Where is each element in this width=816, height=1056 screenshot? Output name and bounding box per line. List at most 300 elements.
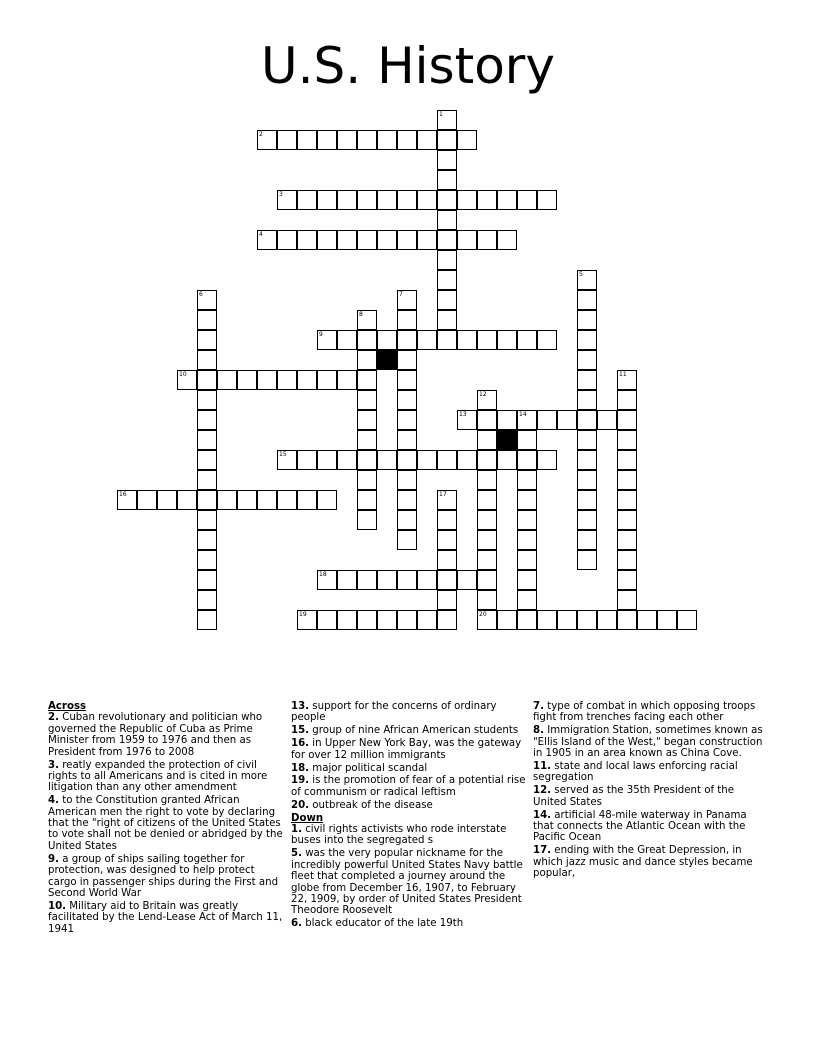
grid-cell[interactable] <box>517 510 537 530</box>
grid-cell[interactable] <box>437 310 457 330</box>
grid-cell[interactable] <box>497 410 517 430</box>
grid-cell[interactable] <box>577 490 597 510</box>
grid-cell[interactable] <box>437 590 457 610</box>
grid-cell[interactable] <box>417 330 437 350</box>
grid-cell[interactable] <box>277 450 297 470</box>
grid-clue-number: 3 <box>279 191 283 198</box>
grid-cell[interactable] <box>457 330 477 350</box>
grid-cell[interactable] <box>417 450 437 470</box>
grid-cell[interactable] <box>317 610 337 630</box>
grid-cell[interactable] <box>297 370 317 390</box>
grid-cell[interactable] <box>437 110 457 130</box>
grid-cell[interactable] <box>237 370 257 390</box>
clue-number: 13. <box>291 701 310 712</box>
grid-cell[interactable] <box>577 550 597 570</box>
grid-cell[interactable] <box>617 530 637 550</box>
grid-cell[interactable] <box>497 190 517 210</box>
grid-cell[interactable] <box>197 570 217 590</box>
grid-cell[interactable] <box>237 490 257 510</box>
grid-cell[interactable] <box>357 570 377 590</box>
grid-cell[interactable] <box>577 390 597 410</box>
grid-cell[interactable] <box>177 490 197 510</box>
clue-item <box>48 795 284 852</box>
grid-cell[interactable] <box>377 610 397 630</box>
grid-cell[interactable] <box>577 290 597 310</box>
grid-cell[interactable] <box>517 570 537 590</box>
grid-cell[interactable] <box>357 310 377 330</box>
grid-cell[interactable] <box>537 330 557 350</box>
clue-item <box>533 845 769 879</box>
grid-cell[interactable] <box>617 490 637 510</box>
grid-cell[interactable] <box>477 470 497 490</box>
clue-item <box>48 760 284 794</box>
grid-cell[interactable] <box>617 430 637 450</box>
grid-cell[interactable] <box>457 410 477 430</box>
grid-cell[interactable] <box>277 230 297 250</box>
clue-item <box>291 824 527 847</box>
grid-cell[interactable] <box>617 450 637 470</box>
clue-item <box>533 701 769 724</box>
grid-cell[interactable] <box>457 190 477 210</box>
clue-text: in Upper New York Bay, was the gateway for over 12 million immigrants <box>291 738 522 761</box>
grid-cell[interactable] <box>357 390 377 410</box>
grid-cell[interactable] <box>617 590 637 610</box>
grid-cell[interactable] <box>257 130 277 150</box>
grid-cell[interactable] <box>477 190 497 210</box>
clue-text: state and local laws enforcing racial segregation <box>533 761 738 784</box>
grid-cell[interactable] <box>357 490 377 510</box>
grid-cell[interactable] <box>577 530 597 550</box>
clue-text: is the promotion of fear of a potential rise of communism or radical leftism <box>291 775 526 798</box>
grid-cell[interactable] <box>497 330 517 350</box>
grid-clue-number: 15 <box>279 451 287 458</box>
grid-cell[interactable] <box>557 610 577 630</box>
clue-item <box>291 763 527 774</box>
grid-cell[interactable] <box>577 510 597 530</box>
grid-cell[interactable] <box>357 350 377 370</box>
grid-clue-number: 6 <box>199 291 203 298</box>
clues-column-3 <box>533 701 769 881</box>
grid-cell[interactable] <box>517 470 537 490</box>
grid-cell[interactable] <box>317 450 337 470</box>
grid-cell[interactable] <box>677 610 697 630</box>
clue-number: 2. <box>48 712 59 724</box>
grid-cell[interactable] <box>457 570 477 590</box>
grid-cell[interactable] <box>417 610 437 630</box>
grid-cell[interactable] <box>517 590 537 610</box>
grid-cell[interactable] <box>357 510 377 530</box>
grid-cell[interactable] <box>197 530 217 550</box>
clue-number: 5. <box>291 848 302 860</box>
grid-cell[interactable] <box>477 330 497 350</box>
grid-cell[interactable] <box>457 230 477 250</box>
clue-item <box>48 901 284 935</box>
grid-cell[interactable] <box>477 430 497 450</box>
clues-column-2 <box>291 701 527 931</box>
clue-number: 15. <box>291 725 310 737</box>
grid-cell[interactable] <box>297 130 317 150</box>
grid-cell[interactable] <box>397 430 417 450</box>
grid-cell[interactable] <box>357 430 377 450</box>
grid-cell[interactable] <box>477 410 497 430</box>
grid-clue-number: 17 <box>439 491 447 498</box>
grid-cell[interactable] <box>377 450 397 470</box>
grid-cell[interactable] <box>497 610 517 630</box>
clue-item <box>533 810 769 844</box>
grid-cell[interactable] <box>577 430 597 450</box>
grid-cell[interactable] <box>577 450 597 470</box>
grid-cell[interactable] <box>257 370 277 390</box>
grid-cell[interactable] <box>337 370 357 390</box>
across-clue-list-continued <box>291 701 527 811</box>
grid-cell[interactable] <box>377 230 397 250</box>
grid-cell[interactable] <box>437 170 457 190</box>
grid-clue-number: 9 <box>319 331 323 338</box>
grid-cell[interactable] <box>537 190 557 210</box>
grid-cell[interactable] <box>577 270 597 290</box>
grid-cell[interactable] <box>617 510 637 530</box>
grid-cell[interactable] <box>277 490 297 510</box>
grid-cell[interactable] <box>197 450 217 470</box>
grid-cell[interactable] <box>157 490 177 510</box>
grid-cell[interactable] <box>437 290 457 310</box>
clue-item <box>291 725 527 736</box>
grid-cell[interactable] <box>517 550 537 570</box>
grid-cell[interactable] <box>117 490 137 510</box>
grid-cell[interactable] <box>577 470 597 490</box>
clue-text: to the Constitution granted African American men the right to vote by declaring that the "right of citizens of the United States to vote shall not be denied or abridged by the United States <box>48 795 283 852</box>
grid-cell[interactable] <box>397 490 417 510</box>
grid-cell[interactable] <box>397 350 417 370</box>
grid-cell[interactable] <box>197 470 217 490</box>
clue-text: civil rights activists who rode interstate buses into the segregated s <box>291 824 507 847</box>
grid-cell[interactable] <box>557 410 577 430</box>
grid-clue-number: 14 <box>519 411 527 418</box>
clue-number: 6. <box>291 918 302 930</box>
clue-number: 9. <box>48 853 59 865</box>
grid-clue-number: 19 <box>299 611 307 618</box>
grid-cell[interactable] <box>357 410 377 430</box>
grid-cell[interactable] <box>197 430 217 450</box>
down-header: Down <box>291 812 324 824</box>
clue-text: outbreak of the disease <box>309 799 433 811</box>
clue-text: served as the 35th President of the United States <box>533 785 734 808</box>
grid-cell[interactable] <box>637 610 657 630</box>
grid-block <box>497 430 517 450</box>
down-clue-list-continued <box>533 701 769 880</box>
clue-item <box>291 918 527 929</box>
grid-cell[interactable] <box>657 610 677 630</box>
grid-cell[interactable] <box>357 450 377 470</box>
grid-cell[interactable] <box>497 450 517 470</box>
clue-item <box>48 712 284 758</box>
grid-cell[interactable] <box>197 330 217 350</box>
grid-cell[interactable] <box>477 530 497 550</box>
grid-cell[interactable] <box>257 230 277 250</box>
grid-cell[interactable] <box>517 330 537 350</box>
grid-cell[interactable] <box>577 350 597 370</box>
grid-cell[interactable] <box>197 550 217 570</box>
grid-cell[interactable] <box>337 330 357 350</box>
grid-cell[interactable] <box>397 510 417 530</box>
across-header: Across <box>48 701 87 712</box>
grid-cell[interactable] <box>517 490 537 510</box>
clue-text: reatly expanded the protection of civil rights to all Americans and is cited in more litigation than any other amendment <box>48 759 268 794</box>
grid-cell[interactable] <box>537 610 557 630</box>
grid-clue-number: 7 <box>399 291 403 298</box>
clue-item <box>291 775 527 798</box>
grid-cell[interactable] <box>197 290 217 310</box>
grid-clue-number: 20 <box>479 611 487 618</box>
clue-item <box>48 854 284 900</box>
grid-cell[interactable] <box>437 190 457 210</box>
grid-cell[interactable] <box>197 610 217 630</box>
grid-cell[interactable] <box>457 130 477 150</box>
clue-number: 4. <box>48 795 59 807</box>
grid-cell[interactable] <box>357 190 377 210</box>
grid-cell[interactable] <box>277 370 297 390</box>
grid-cell[interactable] <box>597 610 617 630</box>
across-clue-list <box>48 712 284 935</box>
grid-cell[interactable] <box>277 190 297 210</box>
grid-cell[interactable] <box>437 210 457 230</box>
grid-cell[interactable] <box>217 490 237 510</box>
grid-clue-number: 8 <box>359 311 363 318</box>
clue-number: 14. <box>533 809 552 821</box>
grid-cell[interactable] <box>337 450 357 470</box>
grid-block <box>377 350 397 370</box>
down-clue-list <box>291 824 527 930</box>
grid-clue-number: 12 <box>479 391 487 398</box>
grid-cell[interactable] <box>377 130 397 150</box>
grid-cell[interactable] <box>397 290 417 310</box>
grid-cell[interactable] <box>617 570 637 590</box>
clue-item <box>291 800 527 811</box>
grid-clue-number: 2 <box>259 131 263 138</box>
grid-cell[interactable] <box>357 470 377 490</box>
grid-cell[interactable] <box>337 610 357 630</box>
grid-cell[interactable] <box>477 610 497 630</box>
clue-item <box>533 761 769 784</box>
clue-number: 20. <box>291 799 310 811</box>
grid-cell[interactable] <box>437 270 457 290</box>
clue-number: 8. <box>533 725 544 737</box>
grid-cell[interactable] <box>357 610 377 630</box>
grid-cell[interactable] <box>477 490 497 510</box>
grid-cell[interactable] <box>197 590 217 610</box>
grid-clue-number: 16 <box>119 491 127 498</box>
clue-text: Cuban revolutionary and politician who governed the Republic of Cuba as Prime Minister from 1959 to 1976 and then as President from 1976 to 2008 <box>48 712 263 758</box>
grid-cell[interactable] <box>337 230 357 250</box>
grid-cell[interactable] <box>397 470 417 490</box>
clue-number: 12. <box>533 785 552 797</box>
clue-text: a group of ships sailing together for protection, was designed to help protect cargo in passenger ships during the First and Second World War <box>48 853 279 899</box>
grid-cell[interactable] <box>217 370 237 390</box>
grid-cell[interactable] <box>437 130 457 150</box>
grid-cell[interactable] <box>397 610 417 630</box>
grid-cell[interactable] <box>317 570 337 590</box>
clue-text: artificial 48-mile waterway in Panama that connects the Atlantic Ocean with the Pacific Ocean <box>533 809 747 844</box>
grid-cell[interactable] <box>317 370 337 390</box>
grid-clue-number: 4 <box>259 231 263 238</box>
clues-column-1 <box>48 701 284 937</box>
grid-cell[interactable] <box>197 390 217 410</box>
grid-cell[interactable] <box>397 530 417 550</box>
grid-cell[interactable] <box>437 510 457 530</box>
grid-cell[interactable] <box>297 610 317 630</box>
grid-cell[interactable] <box>477 450 497 470</box>
grid-cell[interactable] <box>337 570 357 590</box>
grid-cell[interactable] <box>437 550 457 570</box>
grid-cell[interactable] <box>577 370 597 390</box>
clue-number: 3. <box>48 759 59 771</box>
grid-cell[interactable] <box>357 370 377 390</box>
grid-cell[interactable] <box>377 330 397 350</box>
grid-cell[interactable] <box>517 610 537 630</box>
grid-cell[interactable] <box>617 610 637 630</box>
clue-text: ending with the Great Depression, in which jazz music and dance styles became popular, <box>533 845 753 880</box>
grid-cell[interactable] <box>297 450 317 470</box>
grid-cell[interactable] <box>177 370 197 390</box>
grid-cell[interactable] <box>437 230 457 250</box>
clue-item <box>533 785 769 808</box>
clue-text: black educator of the late 19th <box>301 918 464 930</box>
grid-cell[interactable] <box>317 130 337 150</box>
clue-text: Military aid to Britain was greatly facilitated by the Lend-Lease Act of March 11, 1941 <box>48 900 283 935</box>
grid-cell[interactable] <box>357 230 377 250</box>
grid-cell[interactable] <box>437 530 457 550</box>
grid-cell[interactable] <box>617 370 637 390</box>
grid-cell[interactable] <box>297 190 317 210</box>
grid-cell[interactable] <box>397 370 417 390</box>
clue-number: 10. <box>48 900 67 912</box>
grid-cell[interactable] <box>357 130 377 150</box>
grid-cell[interactable] <box>477 550 497 570</box>
grid-clue-number: 11 <box>619 371 627 378</box>
grid-cell[interactable] <box>617 390 637 410</box>
clue-text: group of nine African American students <box>309 725 519 737</box>
grid-cell[interactable] <box>397 570 417 590</box>
grid-cell[interactable] <box>417 130 437 150</box>
grid-cell[interactable] <box>397 450 417 470</box>
grid-cell[interactable] <box>357 330 377 350</box>
grid-clue-number: 5 <box>579 271 583 278</box>
grid-cell[interactable] <box>377 570 397 590</box>
grid-cell[interactable] <box>257 490 277 510</box>
grid-cell[interactable] <box>477 390 497 410</box>
grid-cell[interactable] <box>397 130 417 150</box>
grid-cell[interactable] <box>577 330 597 350</box>
grid-cell[interactable] <box>397 230 417 250</box>
grid-clue-number: 13 <box>459 411 467 418</box>
grid-cell[interactable] <box>517 430 537 450</box>
grid-cell[interactable] <box>617 550 637 570</box>
grid-cell[interactable] <box>437 330 457 350</box>
grid-cell[interactable] <box>497 230 517 250</box>
grid-cell[interactable] <box>517 530 537 550</box>
clue-number: 11. <box>533 761 552 773</box>
grid-cell[interactable] <box>457 450 477 470</box>
grid-cell[interactable] <box>417 230 437 250</box>
grid-cell[interactable] <box>617 410 637 430</box>
clue-number: 17. <box>533 845 552 857</box>
grid-cell[interactable] <box>197 410 217 430</box>
grid-cell[interactable] <box>517 450 537 470</box>
grid-cell[interactable] <box>397 310 417 330</box>
grid-cell[interactable] <box>317 190 337 210</box>
grid-cell[interactable] <box>297 230 317 250</box>
grid-cell[interactable] <box>377 190 397 210</box>
clue-item <box>291 848 527 916</box>
grid-cell[interactable] <box>437 150 457 170</box>
grid-cell[interactable] <box>137 490 157 510</box>
grid-cell[interactable] <box>397 330 417 350</box>
grid-cell[interactable] <box>517 190 537 210</box>
clue-text: major political scandal <box>309 762 428 774</box>
grid-cell[interactable] <box>297 490 317 510</box>
grid-cell[interactable] <box>417 190 437 210</box>
clue-text: was the very popular nickname for the incredibly powerful United States Navy battle fleet that completed a journey around the globe from December 16, 1907, to February 22, 1909, by order of United States President Theodore Roosevelt <box>291 848 523 917</box>
grid-cell[interactable] <box>537 410 557 430</box>
grid-cell[interactable] <box>197 370 217 390</box>
grid-cell[interactable] <box>477 570 497 590</box>
grid-cell[interactable] <box>397 390 417 410</box>
grid-cell[interactable] <box>417 570 437 590</box>
clue-item <box>291 701 527 724</box>
grid-cell[interactable] <box>317 490 337 510</box>
grid-cell[interactable] <box>437 450 457 470</box>
grid-clue-number: 18 <box>319 571 327 578</box>
grid-cell[interactable] <box>437 570 457 590</box>
grid-cell[interactable] <box>437 610 457 630</box>
grid-cell[interactable] <box>577 610 597 630</box>
grid-cell[interactable] <box>197 310 217 330</box>
grid-cell[interactable] <box>437 250 457 270</box>
grid-cell[interactable] <box>317 330 337 350</box>
grid-cell[interactable] <box>517 410 537 430</box>
grid-cell[interactable] <box>477 590 497 610</box>
grid-cell[interactable] <box>597 410 617 430</box>
grid-cell[interactable] <box>617 470 637 490</box>
clue-text: Immigration Station, sometimes known as "Ellis Island of the West," began construction in 1905 in an area known as China Cove. <box>533 725 763 760</box>
grid-cell[interactable] <box>197 490 217 510</box>
grid-cell[interactable] <box>537 450 557 470</box>
grid-cell[interactable] <box>337 190 357 210</box>
grid-cell[interactable] <box>477 230 497 250</box>
grid-cell[interactable] <box>197 510 217 530</box>
grid-cell[interactable] <box>397 190 417 210</box>
grid-clue-number: 10 <box>179 371 187 378</box>
clue-text: support for the concerns of ordinary people <box>291 701 497 724</box>
grid-cell[interactable] <box>437 490 457 510</box>
clue-text: type of combat in which opposing troops fight from trenches facing each other <box>533 701 756 724</box>
grid-cell[interactable] <box>317 230 337 250</box>
grid-cell[interactable] <box>197 350 217 370</box>
grid-cell[interactable] <box>577 410 597 430</box>
grid-cell[interactable] <box>477 510 497 530</box>
grid-clue-number: 1 <box>439 111 443 118</box>
clue-number: 1. <box>291 824 302 836</box>
grid-cell[interactable] <box>277 130 297 150</box>
page-title: U.S. History <box>261 37 555 95</box>
clue-item <box>533 725 769 759</box>
clue-number: 7. <box>533 701 544 712</box>
clue-number: 19. <box>291 775 310 787</box>
clue-number: 18. <box>291 762 310 774</box>
grid-cell[interactable] <box>397 410 417 430</box>
grid-cell[interactable] <box>337 130 357 150</box>
grid-cell[interactable] <box>577 310 597 330</box>
